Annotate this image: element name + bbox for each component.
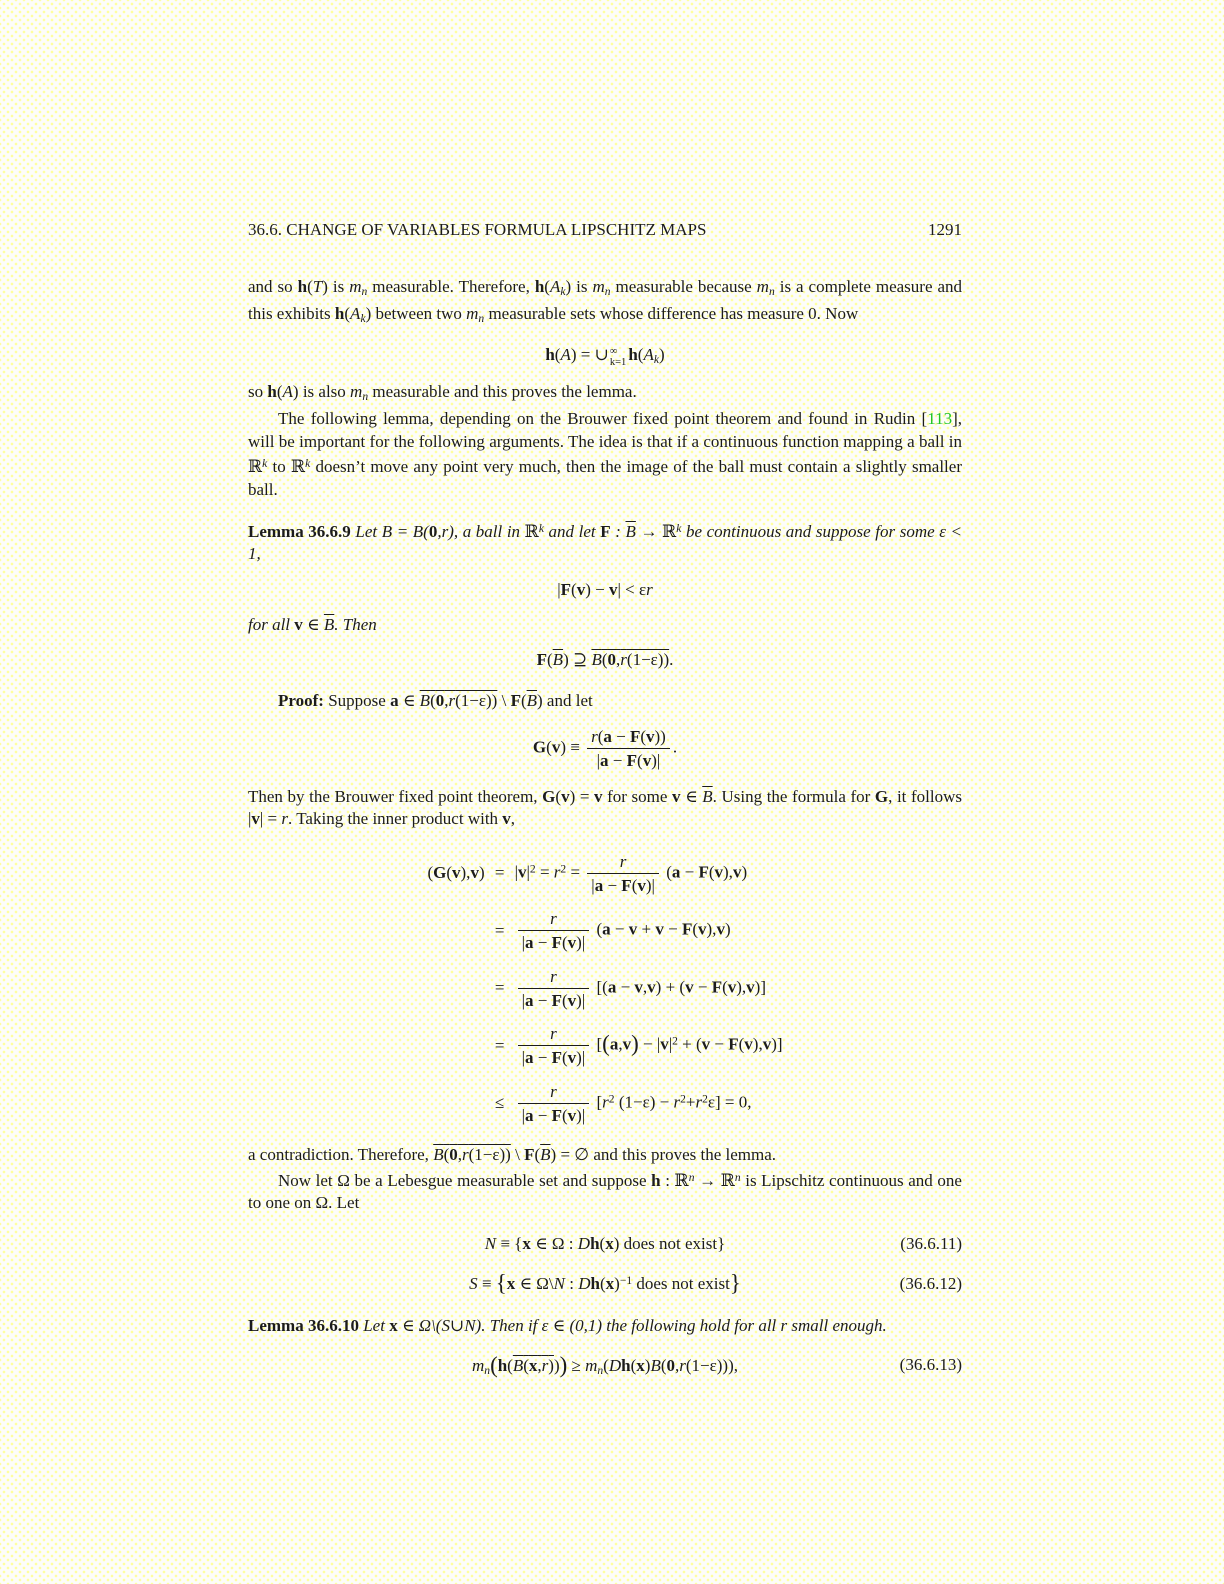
overline-expression: $\overline{B}$	[702, 786, 713, 806]
overline-expression: $\overline{B}$	[526, 690, 538, 710]
overline-expression: $\overline{B}$	[552, 650, 564, 670]
paragraph-following-lemma: The following lemma, depending on the Brouwer fixed point theorem and found in Rudin [113], will be important for the following arguments. The idea is that if a continuous function mapping a ball in ℝ$^k$ to ℝ$^k$ doesn’t move any point very much, then the image of the ball must contain a slightly smaller ball.	[248, 409, 962, 500]
limits-stack: ∞ k=1	[609, 345, 627, 369]
align-relation: =	[494, 920, 505, 940]
fraction: $\frac{r}{|a - F(v)|}$	[518, 1023, 590, 1069]
equation-G-definition: G(v) ≡ $\frac{r(a - F(v))}{|a - F(v)|}$ .	[532, 727, 678, 771]
overline-expression: $\overline{B}$	[625, 521, 636, 541]
overline-expression: B(0,r(1−ε))	[433, 1145, 511, 1165]
overline-expression: B(0,r(1−ε))	[591, 650, 670, 670]
equation-F-superset: $F(\overline{B})$ ⊇ B(0,r(1−ε)).	[536, 650, 674, 670]
equation-tag-36-6-13: (36.6.13)	[899, 1354, 962, 1374]
equation-F-bound: |F(v) − v| < εr	[557, 579, 653, 599]
fraction: $\frac{r}{|a - F(v)|}$	[518, 908, 590, 954]
equation-tag-36-6-11: (36.6.11)	[900, 1233, 962, 1253]
equation-36-6-13	[248, 1350, 962, 1380]
fraction: $\frac{r}{|a - F(v)|}$	[518, 966, 590, 1012]
equation-36-6-12	[248, 1269, 962, 1299]
equation-36-6-11-formula: N ≡ {x ∈ Ω : Dh(x) does not exist}	[484, 1233, 726, 1253]
page-number: 1291	[928, 220, 962, 239]
fraction: $\frac{r}{|a - F(v)|}$	[518, 1081, 590, 1127]
align-relation: =	[494, 978, 505, 998]
align-relation: =	[494, 1035, 505, 1055]
paragraph-for-all: for all v ∈ $\overline{B}$. Then	[248, 614, 377, 634]
equation-union: h(A) = ∪ ∞ k=1 $h(A_k)$	[545, 344, 665, 369]
align-rhs: $\frac{r}{|a - F(v)|}$ [(a − v,v) + (v − F(v),v)]	[515, 966, 766, 1012]
align-relation: =	[494, 863, 505, 883]
align-lhs: (G(v),v)	[427, 863, 485, 883]
align-rhs: $\frac{r}{|a - F(v)|}$ $[(a,v) - |v|^2 + (v - F(v),v)]$	[515, 1023, 783, 1069]
lemma-36-6-9: Lemma 36.6.9 Let B = B(0,r), a ball in ℝ$^k$ and let F : $\overline{B}$ → ℝ$^k$ be continuous and suppose for some ε < 1,	[248, 521, 963, 564]
overline-expression: $\overline{B}$	[540, 1145, 551, 1165]
fraction: $\frac{r}{|a - F(v)|}$	[587, 851, 659, 897]
equation-36-6-11	[248, 1233, 962, 1255]
paragraph-now-let: Now let Ω be a Lebesgue measurable set and suppose h : ℝ$^n$ → ℝ$^n$ is Lipschitz continuous and one to one on Ω. Let	[248, 1170, 962, 1213]
paragraph-brouwer: Then by the Brouwer fixed point theorem, G(v) = v for some v ∈ $\overline{B}$. Using the formula for G, it follows |v| = r. Taking the inner product with v,	[248, 786, 962, 829]
paragraph-so-measurable: so h(A) is also $m_n$ measurable and this proves the lemma.	[248, 382, 637, 403]
align-rhs: $|v|^2 = r^2$ = $\frac{r}{|a - F(v)|}$ (a − F(v),v)	[514, 851, 748, 895]
paragraph-proof: Proof: Suppose a ∈ B(0,r(1−ε)) \ $F(\overline{B})$ and let	[278, 690, 593, 710]
overline-expression: B(x,r)	[512, 1355, 554, 1375]
citation-link-113[interactable]: 113	[927, 409, 953, 429]
page-header	[248, 220, 962, 240]
aligned-equations	[248, 851, 962, 1127]
overline-expression: B(0,r(1−ε))	[419, 690, 498, 710]
section-title: 36.6. CHANGE OF VARIABLES FORMULA LIPSCHITZ MAPS	[248, 220, 707, 239]
fraction: $\frac{r(a - F(v))}{|a - F(v)|}$	[587, 726, 670, 772]
paragraph-contradiction: a contradiction. Therefore, B(0,r(1−ε)) \ $F(\overline{B})$ = ∅ and this proves the lemma.	[248, 1145, 777, 1165]
align-rhs: $\frac{r}{|a - F(v)|}$ (a − v + v − F(v),v)	[515, 908, 731, 954]
equation-36-6-13-formula: $m_n(h(B(x,r))) \ge m_n(Dh(x)B(0,r(1-\varepsilon)))$,	[472, 1352, 738, 1378]
equation-36-6-12-formula: S ≡ {x ∈ Ω\N : $Dh(x)^{-1}$ does not exist}	[469, 1270, 741, 1296]
overline-expression: $\overline{B}$	[323, 614, 335, 634]
align-rhs: $\frac{r}{|a - F(v)|}$ [$r^2$ $(1-\varepsilon) - r^2+r^2\varepsilon] = 0$,	[515, 1081, 752, 1127]
paragraph-measurable: and so h(T) is $m_n$ measurable. Therefore, $h(A_k)$ is $m_n$ measurable because $m_n$ is a complete measure and this exhibits $h(A_k)$ between two $m_n$ measurable sets whose difference has measure 0. Now	[248, 277, 963, 326]
equation-tag-36-6-12: (36.6.12)	[899, 1273, 962, 1293]
align-relation: ≤	[494, 1093, 505, 1113]
lemma-36-6-10: Lemma 36.6.10 Let x ∈ Ω\(S∪N). Then if ε ∈ (0,1) the following hold for all r small enough.	[248, 1315, 887, 1335]
